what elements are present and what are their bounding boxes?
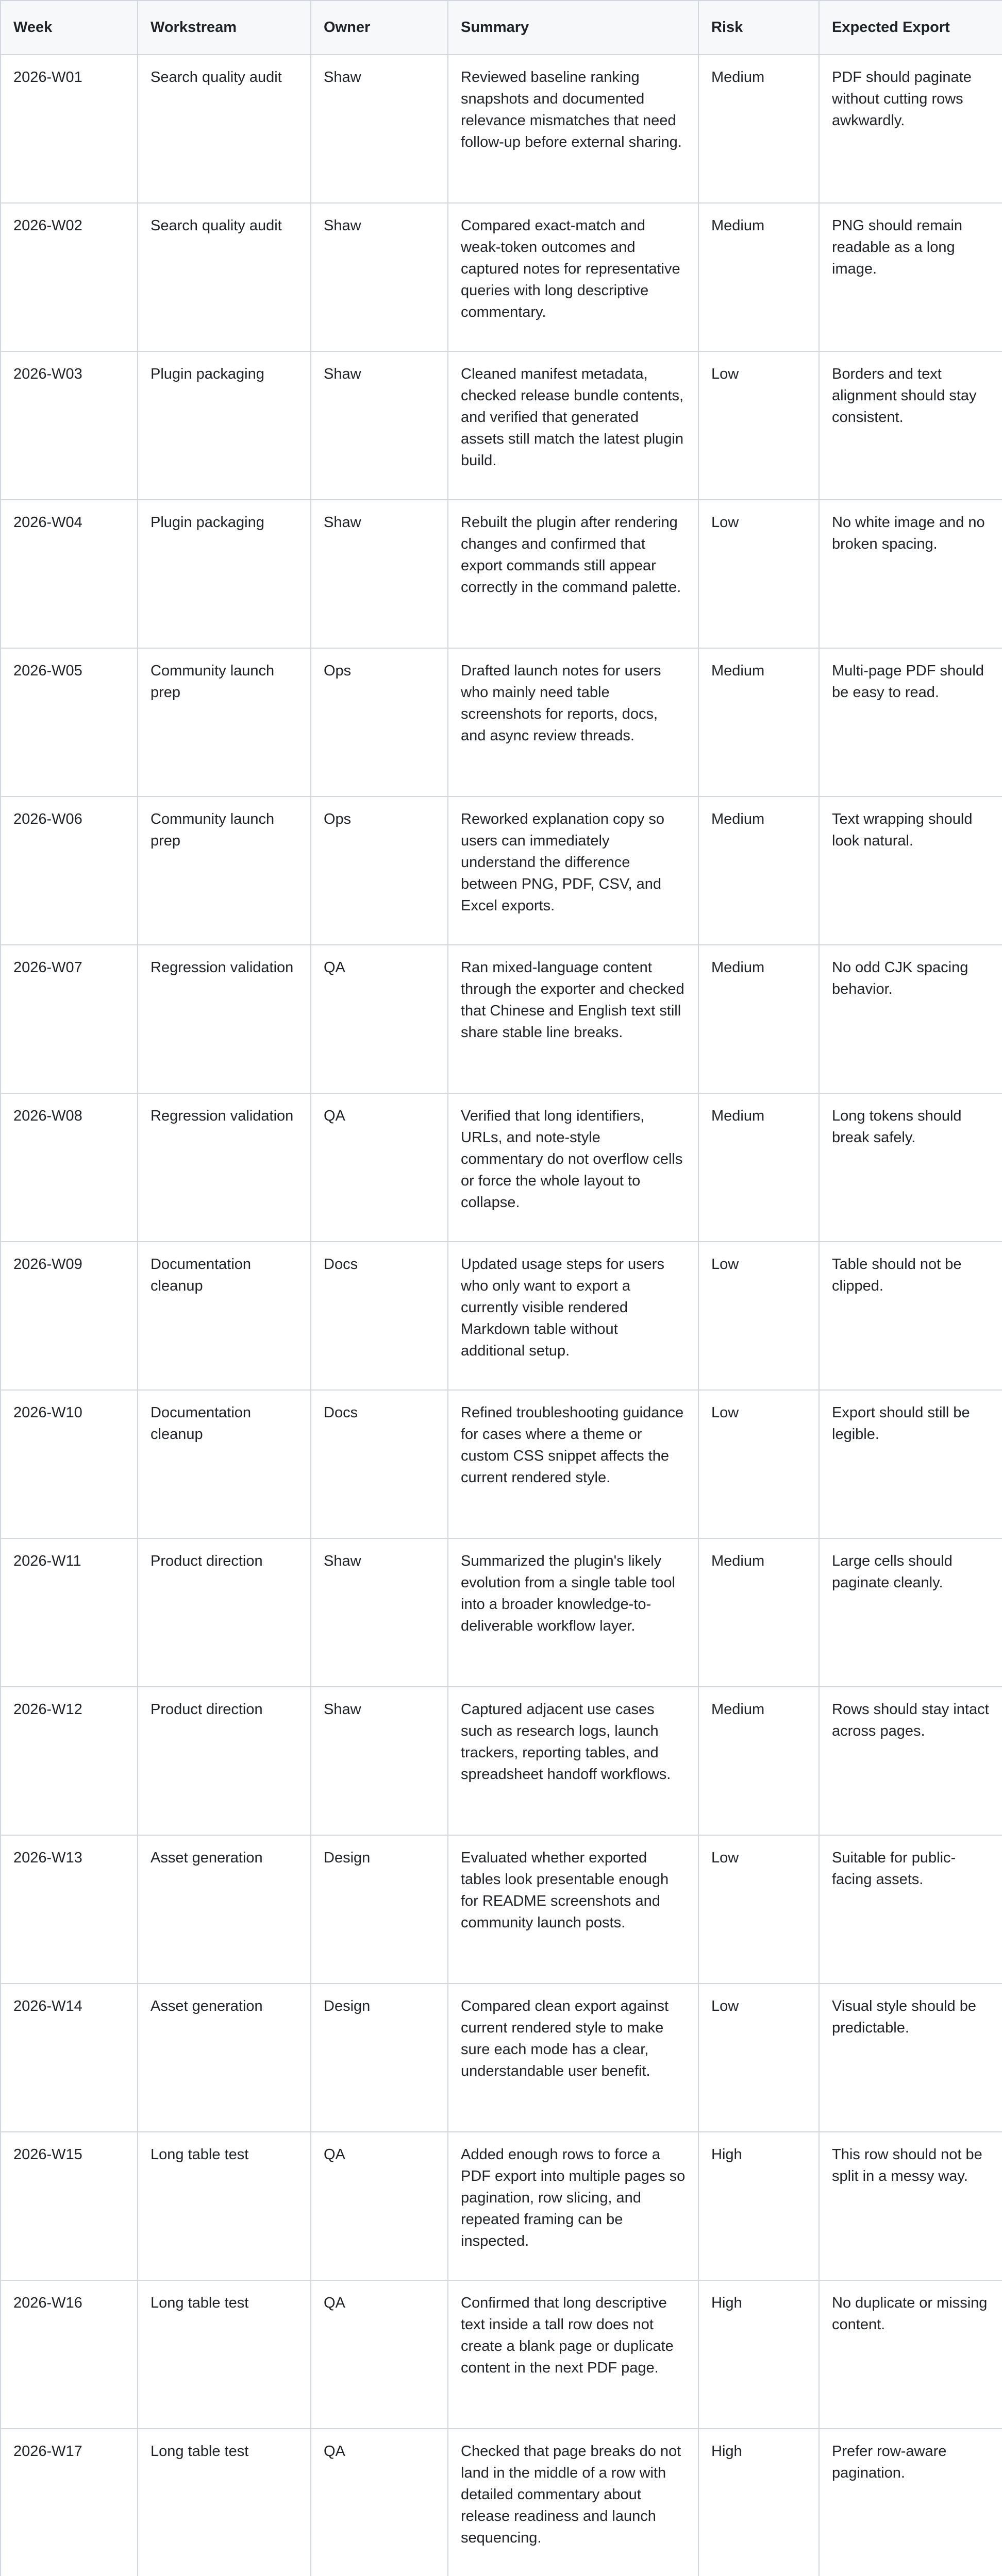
cell-week: 2026-W15 <box>1 2132 138 2280</box>
cell-summary: Checked that page breaks do not land in the middle of a row with detailed commentary about release readiness and launch sequencing. <box>448 2429 698 2576</box>
table-row <box>1 1242 1002 1390</box>
cell-week: 2026-W07 <box>1 945 138 1093</box>
cell-risk: Medium <box>698 1687 819 1835</box>
cell-workstream: Regression validation <box>138 1093 311 1242</box>
cell-week: 2026-W03 <box>1 351 138 500</box>
table-header-row <box>1 1 1002 55</box>
cell-workstream: Plugin packaging <box>138 351 311 500</box>
cell-expected-export: Text wrapping should look natural. <box>819 796 1002 945</box>
cell-week: 2026-W10 <box>1 1390 138 1538</box>
cell-expected-export: Long tokens should break safely. <box>819 1093 1002 1242</box>
cell-risk: Low <box>698 1242 819 1390</box>
cell-risk: Medium <box>698 1538 819 1687</box>
cell-workstream: Product direction <box>138 1538 311 1687</box>
cell-risk: Medium <box>698 648 819 796</box>
cell-expected-export: Visual style should be predictable. <box>819 1984 1002 2132</box>
table-row <box>1 945 1002 1093</box>
table-body <box>1 55 1002 2576</box>
cell-owner: Shaw <box>311 55 448 203</box>
header-workstream: Workstream <box>138 1 311 55</box>
cell-expected-export: Rows should stay intact across pages. <box>819 1687 1002 1835</box>
cell-owner: Ops <box>311 796 448 945</box>
cell-expected-export: Large cells should paginate cleanly. <box>819 1538 1002 1687</box>
cell-risk: High <box>698 2429 819 2576</box>
cell-summary: Reviewed baseline ranking snapshots and documented relevance mismatches that need follow-up before external sharing. <box>448 55 698 203</box>
cell-owner: Shaw <box>311 203 448 351</box>
cell-expected-export: This row should not be split in a messy way. <box>819 2132 1002 2280</box>
cell-summary: Updated usage steps for users who only want to export a currently visible rendered Markdown table without additional setup. <box>448 1242 698 1390</box>
cell-risk: High <box>698 2280 819 2429</box>
cell-workstream: Product direction <box>138 1687 311 1835</box>
cell-expected-export: Table should not be clipped. <box>819 1242 1002 1390</box>
cell-risk: Low <box>698 1390 819 1538</box>
cell-week: 2026-W05 <box>1 648 138 796</box>
cell-week: 2026-W09 <box>1 1242 138 1390</box>
cell-owner: Docs <box>311 1390 448 1538</box>
cell-week: 2026-W02 <box>1 203 138 351</box>
cell-risk: Medium <box>698 55 819 203</box>
cell-summary: Captured adjacent use cases such as research logs, launch trackers, reporting tables, and spreadsheet handoff workflows. <box>448 1687 698 1835</box>
header-risk: Risk <box>698 1 819 55</box>
cell-workstream: Asset generation <box>138 1835 311 1984</box>
cell-expected-export: Borders and text alignment should stay consistent. <box>819 351 1002 500</box>
cell-risk: High <box>698 2132 819 2280</box>
cell-week: 2026-W04 <box>1 500 138 648</box>
cell-summary: Cleaned manifest metadata, checked release bundle contents, and verified that generated assets still match the latest plugin build. <box>448 351 698 500</box>
cell-expected-export: No duplicate or missing content. <box>819 2280 1002 2429</box>
cell-risk: Low <box>698 1835 819 1984</box>
cell-owner: QA <box>311 2429 448 2576</box>
cell-owner: Design <box>311 1835 448 1984</box>
cell-owner: Shaw <box>311 500 448 648</box>
cell-summary: Verified that long identifiers, URLs, and note-style commentary do not overflow cells or force the whole layout to collapse. <box>448 1093 698 1242</box>
table-row <box>1 1538 1002 1687</box>
cell-workstream: Regression validation <box>138 945 311 1093</box>
cell-owner: QA <box>311 2280 448 2429</box>
table-row <box>1 1390 1002 1538</box>
cell-expected-export: Multi-page PDF should be easy to read. <box>819 648 1002 796</box>
table-row <box>1 500 1002 648</box>
cell-summary: Ran mixed-language content through the exporter and checked that Chinese and English text still share stable line breaks. <box>448 945 698 1093</box>
table-row <box>1 648 1002 796</box>
cell-week: 2026-W06 <box>1 796 138 945</box>
cell-owner: Shaw <box>311 1687 448 1835</box>
cell-owner: Design <box>311 1984 448 2132</box>
table-row <box>1 796 1002 945</box>
cell-risk: Medium <box>698 796 819 945</box>
table-row <box>1 1093 1002 1242</box>
cell-workstream: Community launch prep <box>138 648 311 796</box>
cell-workstream: Long table test <box>138 2429 311 2576</box>
cell-summary: Compared clean export against current rendered style to make sure each mode has a clear, understandable user benefit. <box>448 1984 698 2132</box>
cell-risk: Low <box>698 351 819 500</box>
cell-workstream: Search quality audit <box>138 55 311 203</box>
cell-week: 2026-W13 <box>1 1835 138 1984</box>
cell-week: 2026-W14 <box>1 1984 138 2132</box>
cell-workstream: Long table test <box>138 2132 311 2280</box>
cell-week: 2026-W17 <box>1 2429 138 2576</box>
cell-summary: Summarized the plugin's likely evolution from a single table tool into a broader knowledge-to-deliverable workflow layer. <box>448 1538 698 1687</box>
cell-owner: QA <box>311 2132 448 2280</box>
cell-expected-export: Export should still be legible. <box>819 1390 1002 1538</box>
cell-summary: Reworked explanation copy so users can immediately understand the difference between PNG, PDF, CSV, and Excel exports. <box>448 796 698 945</box>
cell-summary: Rebuilt the plugin after rendering changes and confirmed that export commands still appear correctly in the command palette. <box>448 500 698 648</box>
cell-owner: Docs <box>311 1242 448 1390</box>
cell-week: 2026-W12 <box>1 1687 138 1835</box>
cell-risk: Low <box>698 500 819 648</box>
cell-owner: Shaw <box>311 1538 448 1687</box>
cell-risk: Medium <box>698 1093 819 1242</box>
cell-summary: Refined troubleshooting guidance for cases where a theme or custom CSS snippet affects the current rendered style. <box>448 1390 698 1538</box>
header-expected-export: Expected Export <box>819 1 1002 55</box>
cell-summary: Added enough rows to force a PDF export into multiple pages so pagination, row slicing, and repeated framing can be inspected. <box>448 2132 698 2280</box>
cell-expected-export: No white image and no broken spacing. <box>819 500 1002 648</box>
header-week: Week <box>1 1 138 55</box>
cell-summary: Evaluated whether exported tables look presentable enough for README screenshots and community launch posts. <box>448 1835 698 1984</box>
table-row <box>1 2280 1002 2429</box>
table-row <box>1 351 1002 500</box>
cell-owner: Shaw <box>311 351 448 500</box>
cell-week: 2026-W11 <box>1 1538 138 1687</box>
cell-expected-export: Suitable for public-facing assets. <box>819 1835 1002 1984</box>
cell-workstream: Search quality audit <box>138 203 311 351</box>
cell-risk: Low <box>698 1984 819 2132</box>
cell-workstream: Community launch prep <box>138 796 311 945</box>
table-row <box>1 203 1002 351</box>
table-row <box>1 2429 1002 2576</box>
cell-expected-export: Prefer row-aware pagination. <box>819 2429 1002 2576</box>
cell-risk: Medium <box>698 945 819 1093</box>
table-row <box>1 55 1002 203</box>
cell-risk: Medium <box>698 203 819 351</box>
cell-week: 2026-W16 <box>1 2280 138 2429</box>
cell-workstream: Plugin packaging <box>138 500 311 648</box>
header-owner: Owner <box>311 1 448 55</box>
table-row <box>1 1835 1002 1984</box>
cell-expected-export: PNG should remain readable as a long image. <box>819 203 1002 351</box>
cell-summary: Compared exact-match and weak-token outcomes and captured notes for representative queries with long descriptive commentary. <box>448 203 698 351</box>
cell-summary: Confirmed that long descriptive text inside a tall row does not create a blank page or duplicate content in the next PDF page. <box>448 2280 698 2429</box>
cell-summary: Drafted launch notes for users who mainly need table screenshots for reports, docs, and async review threads. <box>448 648 698 796</box>
table-row <box>1 2132 1002 2280</box>
table-row <box>1 1984 1002 2132</box>
cell-workstream: Long table test <box>138 2280 311 2429</box>
cell-owner: QA <box>311 1093 448 1242</box>
cell-week: 2026-W01 <box>1 55 138 203</box>
cell-expected-export: No odd CJK spacing behavior. <box>819 945 1002 1093</box>
table-row <box>1 1687 1002 1835</box>
cell-owner: Ops <box>311 648 448 796</box>
header-summary: Summary <box>448 1 698 55</box>
cell-owner: QA <box>311 945 448 1093</box>
cell-expected-export: PDF should paginate without cutting rows awkwardly. <box>819 55 1002 203</box>
cell-workstream: Documentation cleanup <box>138 1242 311 1390</box>
cell-week: 2026-W08 <box>1 1093 138 1242</box>
cell-workstream: Asset generation <box>138 1984 311 2132</box>
cell-workstream: Documentation cleanup <box>138 1390 311 1538</box>
